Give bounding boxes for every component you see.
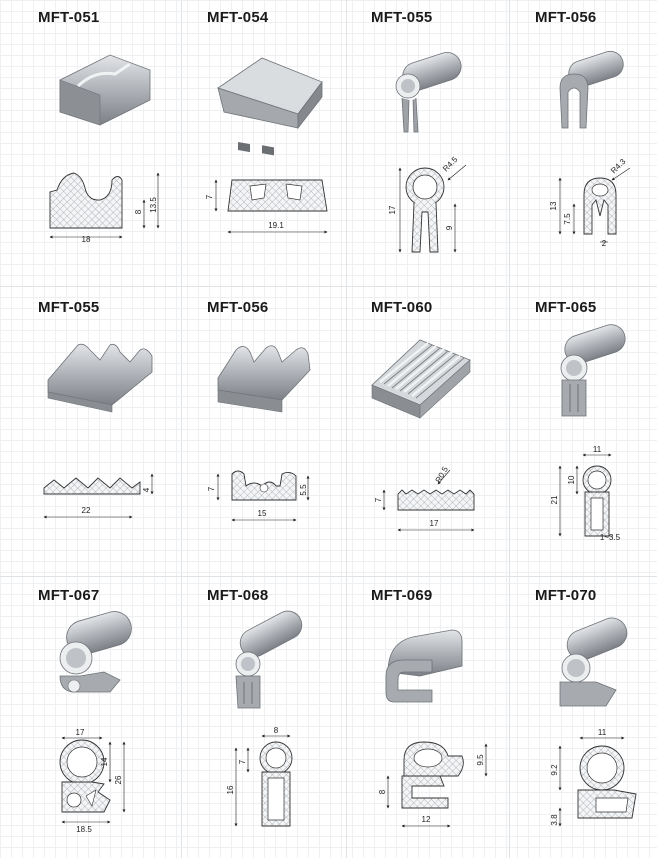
product-3d-view	[386, 630, 462, 702]
product-code: MFT-069	[371, 587, 433, 604]
product-code: MFT-054	[207, 9, 269, 26]
dimension-label: 7	[207, 486, 216, 492]
product-3d-view	[218, 58, 322, 155]
product-code: MFT-068	[207, 587, 269, 604]
product-code: MFT-051	[38, 9, 100, 26]
dimension-label: 7	[374, 497, 383, 503]
dimension-label: 14	[100, 757, 109, 767]
dimension-label: 13	[549, 201, 558, 211]
dimension-label: R4.5	[441, 155, 460, 174]
dimension-label: 8	[378, 789, 387, 795]
dimension-label: R0.5	[433, 465, 450, 485]
product-3d-view	[60, 608, 135, 692]
product-code: MFT-055	[371, 9, 433, 26]
product-code: MFT-067	[38, 587, 100, 604]
dimension-label: 12	[421, 815, 431, 824]
dimension-label: 5.5	[299, 484, 308, 496]
dimension-label: 17	[388, 205, 397, 215]
dimension-label: 13.5	[149, 197, 158, 213]
dimension-label: 7.5	[563, 213, 572, 225]
product-code: MFT-056	[535, 9, 597, 26]
product-3d-view	[60, 55, 150, 125]
dimension-label: 10	[567, 475, 576, 485]
dimension-label: 17	[429, 519, 439, 528]
dimension-label: 15	[257, 509, 267, 518]
product-3d-view	[560, 48, 627, 128]
dimension-label: 3.8	[550, 814, 559, 826]
product-3d-view	[561, 321, 629, 416]
dimension-label: 9.2	[550, 764, 559, 776]
dimension-label: 1~3.5	[599, 533, 621, 542]
product-code: MFT-055	[38, 299, 100, 316]
dimension-label: 17	[75, 728, 85, 737]
product-code: MFT-056	[207, 299, 269, 316]
product-3d-view	[218, 346, 310, 412]
product-code: MFT-065	[535, 299, 597, 316]
dimension-label: 9.5	[476, 754, 485, 766]
dimension-label: 9	[445, 225, 454, 231]
product-3d-view	[48, 344, 152, 412]
product-3d-view	[396, 49, 465, 132]
product-3d-view	[560, 613, 631, 706]
dimension-label: 22	[81, 506, 91, 515]
dimension-label: 11	[592, 445, 602, 454]
dimension-label: 19.1	[268, 221, 284, 230]
dimension-label: 18	[81, 235, 91, 244]
dimension-label: 4	[142, 487, 151, 493]
dimension-label: 7	[205, 194, 214, 200]
section-drawing	[400, 165, 466, 252]
product-code: MFT-060	[371, 299, 433, 316]
dimension-label: 8	[273, 726, 279, 735]
product-3d-view	[235, 606, 306, 708]
dimension-label: 21	[550, 495, 559, 505]
section-drawing	[44, 474, 152, 517]
section-drawing	[560, 738, 636, 826]
product-code: MFT-070	[535, 587, 597, 604]
section-drawing	[560, 168, 630, 242]
dimension-label: 11	[597, 728, 607, 737]
dimension-label: 2	[601, 239, 607, 248]
dimension-label: 7	[238, 759, 247, 765]
section-drawing	[388, 742, 486, 826]
dimension-label: 26	[114, 775, 123, 785]
dimension-label: 16	[226, 785, 235, 795]
section-drawing	[50, 173, 158, 237]
product-3d-view	[372, 340, 470, 418]
dimension-label: 8	[134, 209, 143, 215]
dimension-label: R4.3	[609, 157, 628, 176]
dimension-label: 18.5	[76, 825, 92, 834]
section-drawing	[236, 736, 292, 826]
section-drawing	[560, 455, 612, 536]
